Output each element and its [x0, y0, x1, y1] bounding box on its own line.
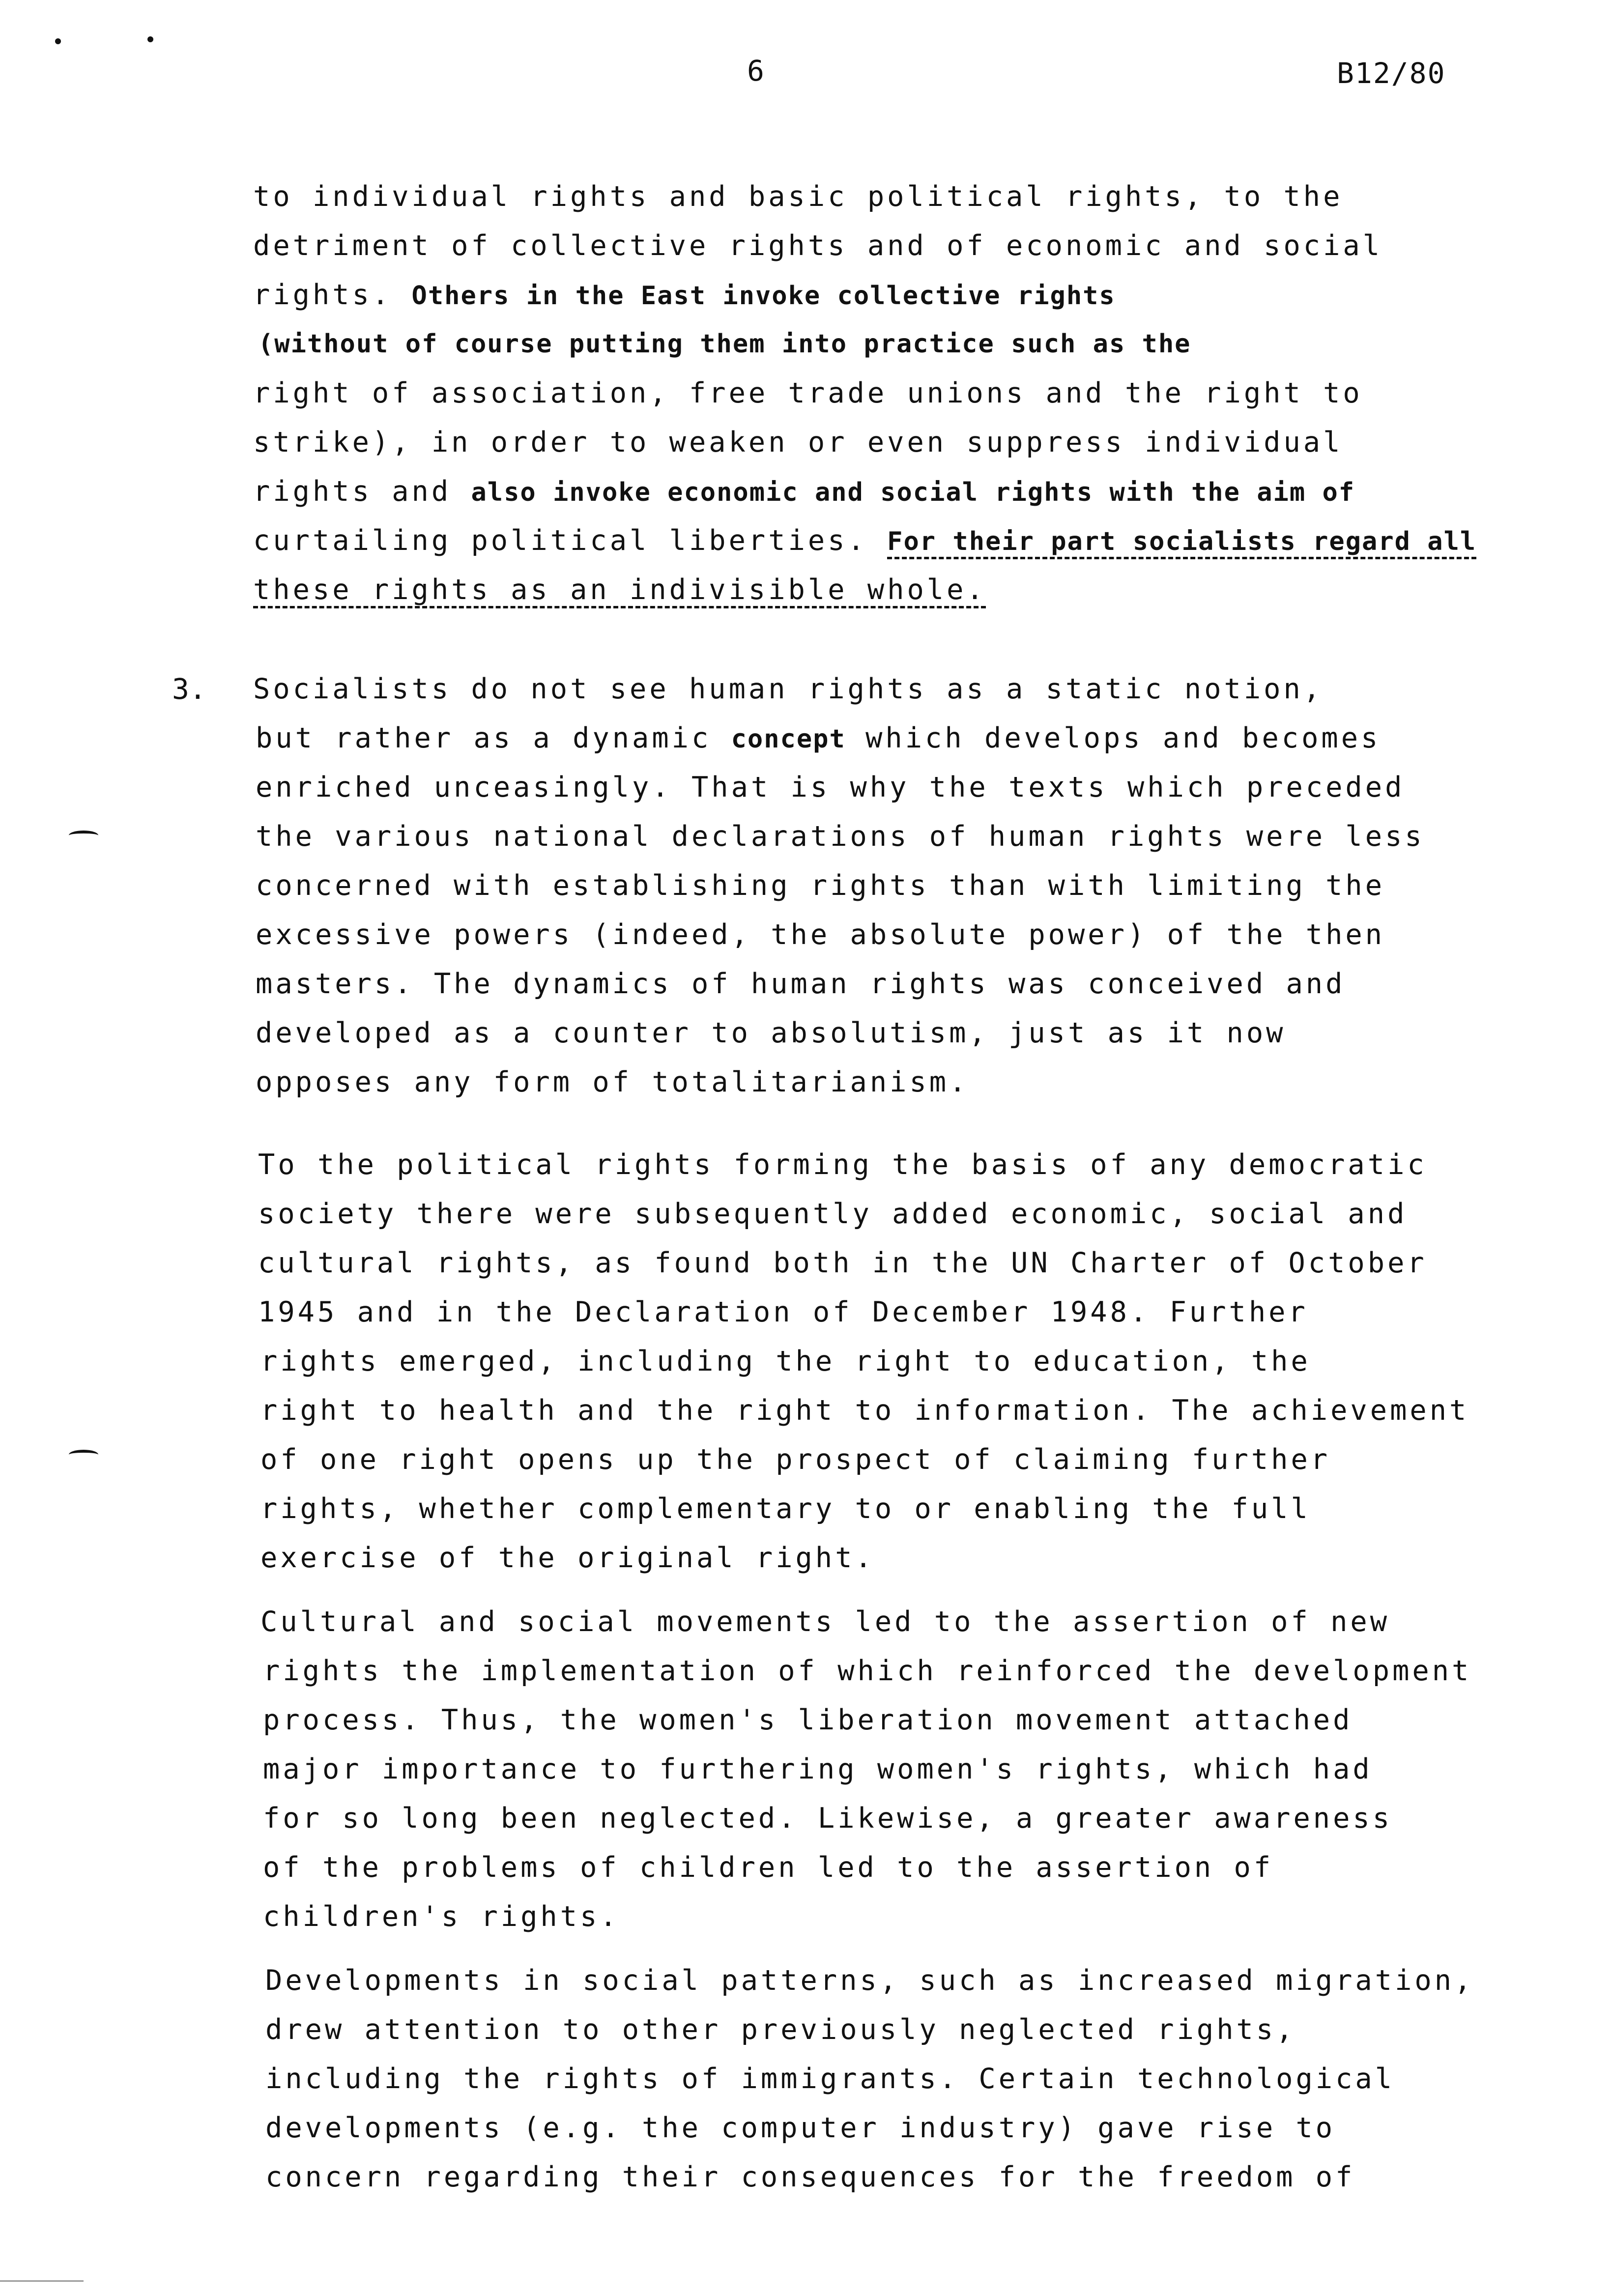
- text-segment: but rather as a dynamic: [256, 722, 712, 754]
- text-line: including the rights of immigrants. Certain technological: [265, 2063, 1395, 2095]
- text-line: excessive powers (indeed, the absolute power) of the then: [256, 918, 1385, 951]
- text-line: [253, 521, 1476, 561]
- scan-dot-mark: [55, 38, 61, 44]
- text-line: concern regarding their consequences for the freedom of: [265, 2161, 1355, 2193]
- text-line: for so long been neglected. Likewise, a greater awareness: [263, 1802, 1393, 1835]
- text-line: rights the implementation of which reinforced the development: [263, 1655, 1472, 1687]
- text-segment: curtailing political liberties.: [253, 524, 867, 557]
- text-line: strike), in order to weaken or even suppress individual: [253, 426, 1343, 459]
- text-line: society there were subsequently added economic, social and: [258, 1198, 1408, 1230]
- text-line: right of association, free trade unions and the right to: [253, 377, 1363, 409]
- text-line: Developments in social patterns, such as increased migration,: [265, 1964, 1474, 1997]
- page-number: 6: [747, 54, 764, 87]
- text-line: 1945 and in the Declaration of December 1948. Further: [258, 1296, 1308, 1328]
- text-segment: which develops and becomes: [865, 722, 1381, 754]
- text-line: developments (e.g. the computer industry) gave rise to: [265, 2112, 1336, 2144]
- text-line: [256, 718, 1381, 759]
- scan-edge-line: [0, 2280, 84, 2282]
- text-line: rights, whether complementary to or enabling the full: [260, 1492, 1311, 1525]
- text-line: right to health and the right to information. The achievement: [260, 1394, 1469, 1427]
- text-line: of one right opens up the prospect of claiming further: [260, 1443, 1331, 1476]
- inserted-text: concept: [731, 724, 846, 754]
- text-line: to individual rights and basic political rights, to the: [253, 180, 1343, 213]
- paragraph-number: 3.: [172, 672, 206, 706]
- text-line: concerned with establishing rights than with limiting the: [256, 869, 1385, 902]
- text-line: the various national declarations of human rights were less: [256, 820, 1425, 853]
- scan-dot-mark: [147, 36, 153, 42]
- margin-mark: [69, 831, 98, 840]
- text-line: of the problems of children led to the assertion of: [263, 1851, 1274, 1884]
- text-line: drew attention to other previously neglected rights,: [265, 2013, 1296, 2046]
- text-line: developed as a counter to absolutism, just as it now: [256, 1017, 1286, 1049]
- text-line: [253, 472, 1355, 512]
- text-line: major importance to furthering women's rights, which had: [263, 1753, 1373, 1785]
- text-line: process. Thus, the women's liberation movement attached: [263, 1704, 1353, 1736]
- text-segment: rights and: [253, 475, 452, 508]
- text-line: masters. The dynamics of human rights was conceived and: [256, 968, 1346, 1000]
- underlined-text-line: these rights as an indivisible whole.: [253, 574, 986, 606]
- text-line: detriment of collective rights and of economic and social: [253, 230, 1383, 262]
- text-line: [253, 275, 1116, 316]
- inserted-text: Others in the East invoke collective rights: [411, 281, 1116, 311]
- text-line: opposes any form of totalitarianism.: [256, 1066, 969, 1098]
- text-line: rights emerged, including the right to education, the: [260, 1345, 1311, 1378]
- margin-mark: [69, 1450, 98, 1460]
- text-line: Socialists do not see human rights as a static notion,: [253, 673, 1324, 705]
- text-line: To the political rights forming the basis of any democratic: [258, 1148, 1427, 1181]
- text-line: cultural rights, as found both in the UN Charter of October: [258, 1247, 1427, 1279]
- document-reference: B12/80: [1337, 57, 1446, 90]
- text-line: enriched unceasingly. That is why the texts which preceded: [256, 771, 1405, 804]
- inserted-text: also invoke economic and social rights with the aim of: [471, 478, 1355, 507]
- inserted-text-line: (without of course putting them into practice such as the: [258, 329, 1191, 359]
- text-segment: rights.: [253, 279, 392, 311]
- text-line: exercise of the original right.: [260, 1542, 875, 1574]
- text-line: children's rights.: [263, 1900, 620, 1933]
- text-line: Cultural and social movements led to the assertion of new: [260, 1606, 1390, 1638]
- underlined-text: For their part socialists regard all: [887, 527, 1477, 556]
